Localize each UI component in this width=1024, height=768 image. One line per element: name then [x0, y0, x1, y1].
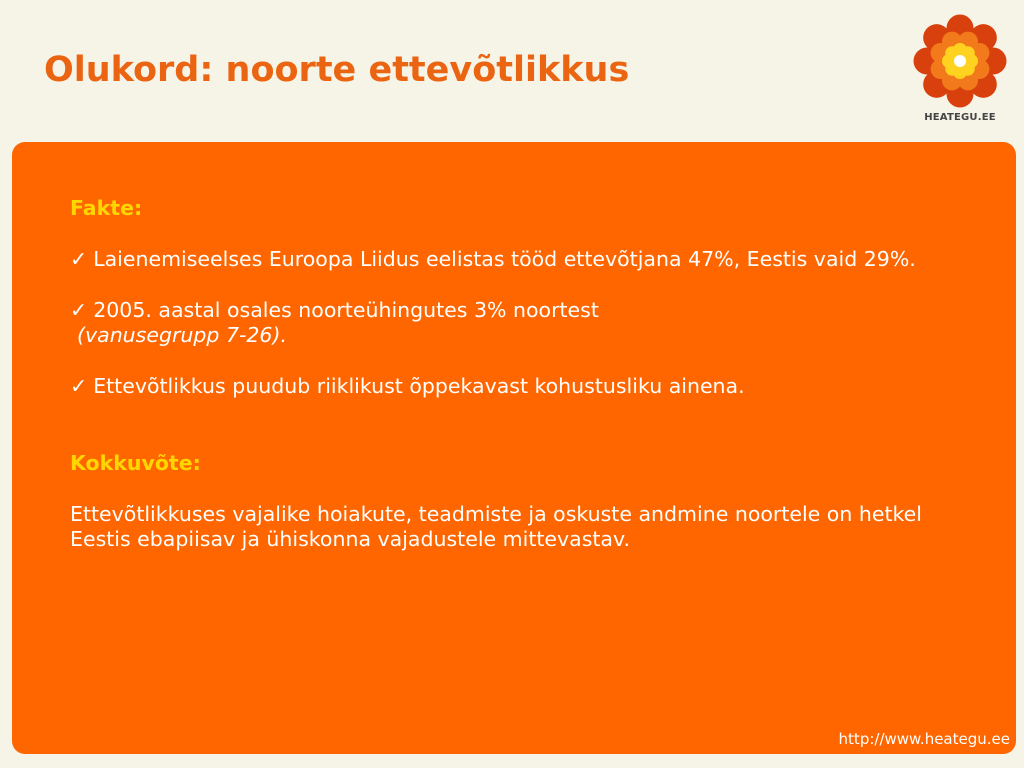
footer-url-link[interactable]: http://www.heategu.ee: [838, 730, 1010, 748]
fact-item-3: [70, 374, 970, 399]
heategu-logo: [910, 12, 1010, 132]
checkmark-icon: ✓: [70, 247, 88, 271]
fact-text: Laienemiseelses Euroopa Liidus eelistas tööd ettevõtjana 47%, Eestis vaid 29%.: [93, 247, 916, 271]
fact-item-2: [70, 298, 970, 348]
fact-item-1: [70, 247, 970, 272]
summary-heading: Kokkuvõte:: [70, 451, 201, 475]
content-panel: [12, 142, 1016, 754]
fact-text: 2005. aastal osales noorteühingutes 3% noortest: [93, 298, 599, 322]
checkmark-icon: ✓: [70, 298, 88, 322]
fact-note: (vanusegrupp 7-26).: [77, 323, 287, 347]
fact-text: Ettevõtlikkus puudub riiklikust õppekavast kohustusliku ainena.: [93, 374, 745, 398]
flower-logo-icon: [910, 12, 1010, 112]
logo-text: HEATEGU.EE: [924, 112, 996, 123]
facts-heading: Fakte:: [70, 196, 143, 220]
checkmark-icon: ✓: [70, 374, 88, 398]
content-body: [70, 196, 970, 552]
summary-text: Ettevõtlikkuses vajalike hoiakute, teadmiste ja oskuste andmine noortele on hetkel Eestis ebapiisav ja ühiskonna vajadustele mittevastav.: [70, 502, 922, 551]
slide-title: Olukord: noorte ettevõtlikkus: [44, 50, 630, 90]
